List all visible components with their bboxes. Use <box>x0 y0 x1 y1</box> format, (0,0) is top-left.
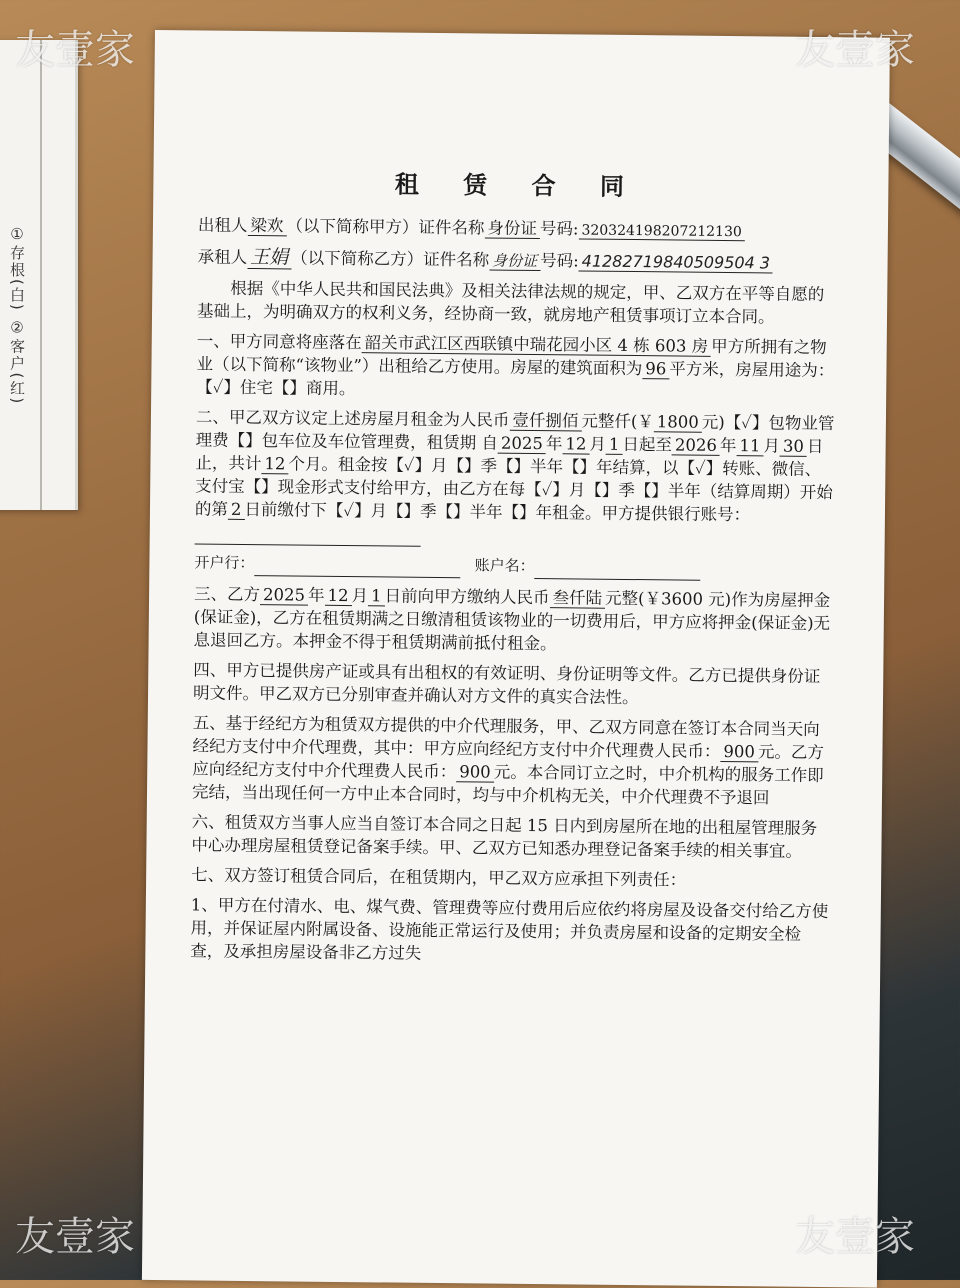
floor-area: 96 <box>642 359 669 379</box>
lessor-suffix: （以下简称甲方）证件名称 <box>286 216 485 238</box>
watermark-bottom-left: 友壹家 <box>15 1214 135 1260</box>
bank-line <box>194 551 834 582</box>
lessee-id-no: 41282719840509504 3 <box>579 251 774 273</box>
clause-1 <box>196 329 837 405</box>
end-month: 11 <box>736 436 763 456</box>
clause1-a: 一、甲方同意将座落在 <box>196 331 362 353</box>
start-day: 1 <box>606 435 623 455</box>
rent-amount: 1800 <box>654 412 702 433</box>
clause-7: 七、双方签订租赁合同后，在租赁期内，甲乙双方应承担下列责任： <box>191 865 687 890</box>
lessee-label: 承租人 <box>197 247 248 267</box>
lessee-name: 王娟 <box>247 246 291 269</box>
clause-3: 三、乙方 2025 年 12 月 1 日前向甲方缴纳人民币 叁仟陆 元整(￥3600 元)作为房屋押金(保证金)，乙方在租赁期满之日缴清租赁该物业的一切费用后，甲方应将押金(保证金)无息退回乙方。本押金不得于租赁期满前抵付租金。 <box>193 584 831 654</box>
lessee-suffix: （以下简称乙方）证件名称 <box>291 248 490 270</box>
clause1-b: 甲方所拥有之物业（以下简称“该物业”）出租给乙方使用。房屋的建筑面积为 <box>196 336 827 379</box>
clause-6: 六、租赁双方当事人应当自签订本合同之日起 15 日内到房屋所在地的出租屋管理服务中心办理房屋租赁登记备案手续。甲、乙双方已知悉办理登记备案手续的相关事宜。 <box>191 812 818 861</box>
clause5-b: 元。乙方应向经纪方支付中介代理费人民币： <box>192 742 825 782</box>
clause3-c: 元整(￥3600 元)作为房屋押金(保证金)，乙方在租赁期满之日缴清租赁该物业的一切费用后，甲方应将押金(保证金)无息退回乙方。本押金不得于租赁期满前抵付租金。 <box>193 588 831 654</box>
account-blank <box>535 555 701 581</box>
lessor-no-label: 号码: <box>539 219 579 239</box>
clause3-b: 日前向甲方缴纳人民币 <box>384 586 550 608</box>
clause2-b: 元整仟(￥ <box>581 411 654 432</box>
clause2-a: 二、甲乙双方议定上述房屋月租金为人民币 <box>195 407 510 430</box>
clause2-f: 个月。租金按【✓】月【】季【】半年【】年结算，以【✓】转账、微信、支付宝【】现金形式支付给甲方，由乙方在每【✓】月【】季【】半年（结算周期）开始的第 <box>194 454 833 519</box>
fee-party-b: 900 <box>456 762 494 782</box>
clause2-c: 元)【✓】包物业管理费【】包车位及车位管理费，租赁期 自 <box>195 412 835 453</box>
end-day: 30 <box>780 437 807 457</box>
bank-blank <box>254 552 460 578</box>
booklet-stub-label: ①存根(白) ②客户(红) <box>8 225 26 406</box>
lessee-no-label: 号码: <box>540 251 579 271</box>
contract-title: 租 赁 合 同 <box>394 169 643 202</box>
deposit-day: 1 <box>368 586 385 606</box>
contract-body <box>190 170 838 976</box>
bank-label: 开户行： <box>194 553 255 573</box>
booklet-edge <box>40 40 42 510</box>
clause-5 <box>192 711 833 810</box>
start-year: 2025 <box>498 434 546 455</box>
start-month: 12 <box>562 434 589 454</box>
lessor-label: 出租人 <box>197 215 248 235</box>
clause-7-1: 1、甲方在付清水、电、煤气费、管理费等应付费用后应依约将房屋及设备交付给乙方使用，并保证屋内附属设备、设施能正常运行及使用；并负责房屋和设备的定期安全检查，及承担房屋设备非乙方过失 <box>190 895 829 963</box>
lessor-name: 梁欢 <box>247 216 286 236</box>
deposit-year: 2025 <box>260 585 308 606</box>
clause2-g: 日前缴付下【✓】月【】季【】半年【】年租金。甲方提供银行账号： <box>244 499 751 525</box>
lessor-line <box>198 213 838 245</box>
clause2-d: 日起至 <box>622 434 673 455</box>
clause-2: 二、甲乙双方议定上述房屋月租金为人民币 壹仟捌佰 元整仟(￥ 1800 元)【✓】包物业管理费【】包车位及车位管理费，租赁期 自 2025 年 12 月 1 日起至 2026 年 11 月 30 日止，共计 12 个月。租金按【✓】月【】季【】半年【】年结算，以【✓】转账、微信、支付宝【】现金形式支付给甲方，由乙方在每【✓】月【】季【】半年（结算周期）开始的第 2 日前缴付下【✓】月【】季【】半年【】年租金。甲方提供银行账号： <box>195 405 836 551</box>
clause5-a: 五、基于经纪方为租赁双方提供的中介代理服务，甲、乙双方同意在签订本合同当天向经纪方支付中介代理费，其中：甲方应向经纪方支付中介代理费人民币： <box>192 713 820 761</box>
preamble: 根据《中华人民共和国民法典》及相关法律法规的规定，甲、乙双方在平等自愿的基础上，为明确双方的权利义务，经协商一致，就房地产租赁事项订立本合同。 <box>196 278 825 327</box>
end-year: 2026 <box>672 435 720 456</box>
watermark-bottom-right: 友壹家 <box>795 1214 915 1260</box>
lessee-id-type: 身份证 <box>489 252 540 272</box>
deposit-words: 叁仟陆 <box>549 588 605 609</box>
lessor-id-no: 320324198207212130 <box>578 222 745 241</box>
clause5-c: 元。本合同订立之时，中介机构的服务工作即完结，当出现任何一方中止本合同时，均与中介机构无关，中介代理费不予退回 <box>191 762 824 808</box>
contract-paper <box>142 30 890 1288</box>
rent-words: 壹仟捌佰 <box>509 411 581 432</box>
clause1-c: 平方米，房屋用途为：【✓】住宅【】商用。 <box>196 359 835 399</box>
deposit-month: 12 <box>324 586 351 606</box>
lessee-line <box>197 245 837 276</box>
clause3-a: 三、乙方 <box>193 584 261 605</box>
bank-account-blank <box>195 520 421 546</box>
account-label: 账户名： <box>474 556 535 576</box>
clause2-e: 日止，共计 <box>195 436 824 474</box>
clause-4: 四、甲方已提供房产证或具有出租权的有效证明、身份证明等文件。乙方已提供身份证明文件。甲乙双方已分别审查并确认对方文件的真实合法性。 <box>192 660 821 708</box>
fee-party-a: 900 <box>720 742 758 762</box>
watermark-top-left: 友壹家 <box>15 27 135 73</box>
watermark-top-right: 友壹家 <box>795 27 915 73</box>
pay-day: 2 <box>228 500 245 520</box>
lease-months: 12 <box>261 454 288 474</box>
lessor-id-type: 身份证 <box>484 218 540 239</box>
receipt-booklet <box>0 40 78 510</box>
property-address: 韶关市武江区西联镇中瑞花园小区 4 栋 603 房 <box>362 333 712 357</box>
